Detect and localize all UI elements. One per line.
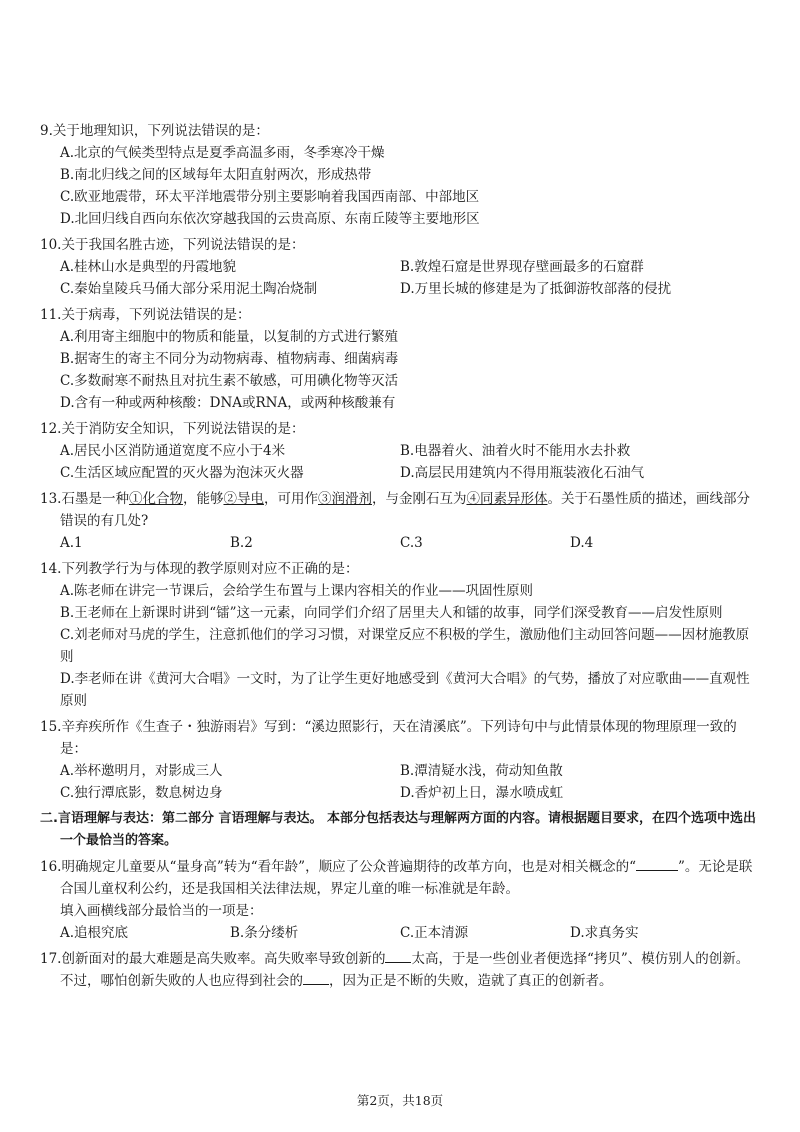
question-stem: 10.关于我国名胜古迹，下列说法错误的是： [40, 237, 305, 253]
option-b: B.敦煌石窟是世界现存壁画最多的石窟群 [400, 259, 644, 275]
option-row [0, 462, 800, 484]
option-row [0, 532, 800, 554]
option-a: A.1 [60, 535, 83, 551]
stem-text: 太高，于是一些创业者便选择“拷贝”、模仿别人的创新。不过，哪怕创新失败的人也应得到社会的 [60, 951, 750, 989]
option-row [0, 922, 800, 944]
question-10 [0, 234, 800, 300]
option-row [0, 278, 800, 300]
option-b: B.潭清疑水浅，荷动知鱼散 [400, 763, 563, 779]
option-a: A.追根究底 [60, 925, 129, 941]
option-d: D.4 [570, 535, 594, 551]
option-a: A.陈老师在讲完一节课后，会给学生布置与上课内容相关的作业——巩固性原则 [60, 583, 534, 599]
underlined-term-3: ③润滑剂 [317, 491, 372, 507]
option-b: B.据寄生的寄主不同分为动物病毒、植物病毒、细菌病毒 [60, 351, 399, 367]
option-b: B.南北归线之间的区域每年太阳直射两次，形成热带 [60, 167, 372, 183]
question-stem [0, 488, 800, 532]
option-a: A.举杯邀明月，对影成三人 [60, 763, 223, 779]
question-16 [0, 856, 800, 944]
option-b: B.电器着火、油着火时不能用水去扑救 [400, 443, 631, 459]
option-c: C.3 [400, 535, 423, 551]
question-17 [0, 948, 800, 992]
question-prompt: 填入画横线部分最恰当的一项是： [60, 903, 263, 919]
stem-text: ，与金刚石互为 [371, 491, 467, 507]
question-15 [0, 716, 800, 804]
option-c: C.独行潭底影，数息树边身 [60, 785, 223, 801]
option-d: D.高层民用建筑内不得用瓶装液化石油气 [400, 465, 645, 481]
stem-text: 17.创新面对的最大难题是高失败率。高失败率导致创新的 [40, 951, 386, 967]
section-2-title: 二.言语理解与表达：第二部分 言语理解与表达。 本部分包括表达与理解两方面的内容。请根据题目要求，在四个选项中选出一个最恰当的答案。 [40, 811, 756, 848]
option-c: C.欧亚地震带，环太平洋地震带分别主要影响着我国西南部、中部地区 [60, 189, 480, 205]
question-11 [0, 304, 800, 414]
question-stem [0, 856, 800, 900]
question-14 [0, 558, 800, 712]
fill-blank [636, 856, 678, 871]
option-c: C.秦始皇陵兵马俑大部分采用泥土陶冶烧制 [60, 281, 318, 297]
option-a: A.利用寄主细胞中的物质和能量，以复制的方式进行繁殖 [60, 329, 399, 345]
stem-text: 16.明确规定儿童要从“量身高”转为“看年龄”，顺应了公众普遍期待的改革方向，也是对相关概念的“ [40, 859, 636, 875]
question-stem: 14.下列教学行为与体现的教学原则对应不正确的是： [40, 561, 359, 577]
option-row [0, 760, 800, 782]
section-heading [0, 808, 800, 852]
question-stem: 15.辛弃疾所作《生查子・独游雨岩》写到：“溪边照影行，天在清溪底”。下列诗句中与此情景体现的物理原理一致的是： [40, 719, 737, 757]
option-d: D.李老师在讲《黄河大合唱》一文时，为了让学生更好地感受到《黄河大合唱》的气势，播放了对应歌曲——直观性原则 [60, 671, 750, 709]
fill-blank [385, 948, 411, 963]
exam-page [0, 120, 800, 996]
page-footer: 第2页，共18页 [356, 1093, 444, 1108]
option-c: C.正本清源 [400, 925, 469, 941]
option-a: A.桂林山水是典型的丹霞地貌 [60, 259, 237, 275]
question-stem: 11.关于病毒，下列说法错误的是： [40, 307, 251, 323]
option-row [0, 256, 800, 278]
stem-text: 。关于石墨性质的描述，画线部分错误的有几处? [60, 491, 750, 529]
option-d: D.北回归线自西向东依次穿越我国的云贵高原、东南丘陵等主要地形区 [60, 211, 480, 227]
question-stem: 12.关于消防安全知识，下列说法错误的是： [40, 421, 305, 437]
option-c: C.多数耐寒不耐热且对抗生素不敏感，可用碘化物等灭活 [60, 373, 399, 389]
question-9 [0, 120, 800, 230]
stem-text: ，能够 [182, 491, 224, 507]
option-a: A.居民小区消防通道宽度不应小于4米 [60, 443, 286, 459]
option-c: C.生活区域应配置的灭火器为泡沫灭火器 [60, 465, 304, 481]
option-a: A.北京的气候类型特点是夏季高温多雨，冬季寒冷干燥 [60, 145, 385, 161]
question-12 [0, 418, 800, 484]
stem-text: ”。无论是联合国儿童权利公约，还是我国相关法律法规，界定儿童的唯一标准就是年龄。 [60, 859, 753, 897]
underlined-term-2: ②导电 [223, 491, 264, 507]
option-b: B.条分缕析 [230, 925, 299, 941]
option-b: B.2 [230, 535, 253, 551]
option-d: D.含有一种或两种核酸：DNA或RNA，或两种核酸兼有 [60, 395, 396, 411]
option-d: D.香炉初上日，瀑水喷成虹 [400, 785, 564, 801]
underlined-term-4: ④同素异形体 [466, 491, 548, 507]
option-row [0, 440, 800, 462]
option-c: C.刘老师对马虎的学生，注意抓他们的学习习惯，对课堂反应不积极的学生，激励他们主动回答问题——因材施教原则 [60, 627, 750, 665]
question-stem: 9.关于地理知识，下列说法错误的是： [40, 123, 269, 139]
option-row [0, 782, 800, 804]
question-13 [0, 488, 800, 554]
fill-blank [303, 970, 329, 985]
option-d: D.万里长城的修建是为了抵御游牧部落的侵扰 [400, 281, 672, 297]
question-stem [0, 948, 800, 992]
stem-text: ，可用作 [263, 491, 318, 507]
option-b: B.王老师在上新课时讲到“镭”这一元素，向同学们介绍了居里夫人和镭的故事，同学们深受教育——启发性原则 [60, 605, 723, 621]
stem-text: 13.石墨是一种 [40, 491, 129, 507]
option-d: D.求真务实 [570, 925, 639, 941]
stem-text: ，因为正是不断的失败，造就了真正的创新者。 [329, 973, 613, 989]
underlined-term-1: ①化合物 [128, 491, 183, 507]
